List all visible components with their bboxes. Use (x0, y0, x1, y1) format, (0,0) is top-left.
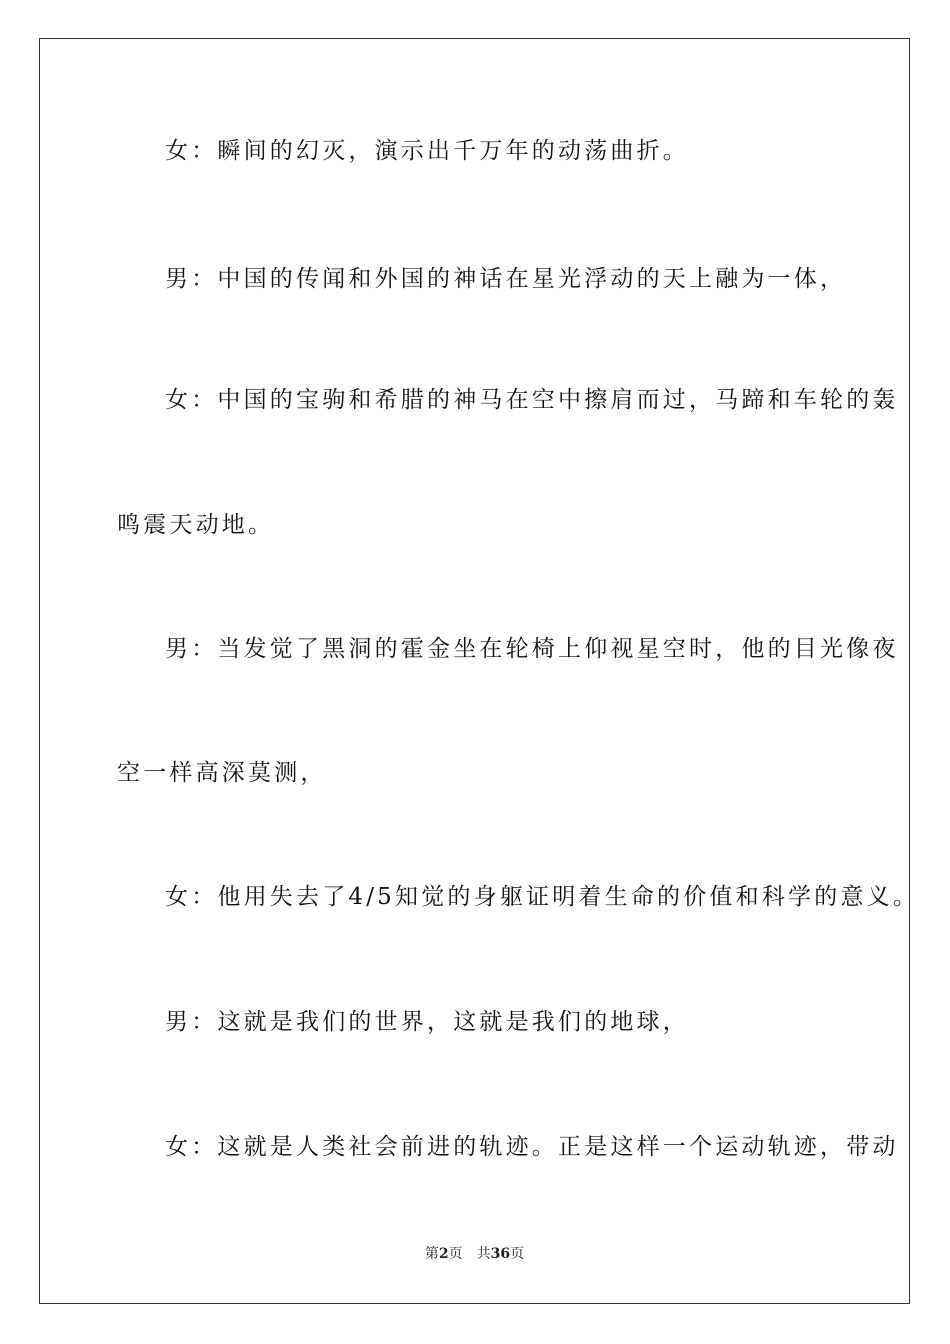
total-suffix: 页 (510, 1246, 525, 1262)
total-pages: 36 (490, 1246, 511, 1262)
dialogue-line-7: 女：这就是人类社会前进的轨迹。正是这样一个运动轨迹，带动 (165, 1134, 899, 1160)
page-footer (40, 1245, 909, 1263)
dialogue-line-1: 女：瞬间的幻灭，演示出千万年的动荡曲折。 (165, 138, 689, 164)
dialogue-line-3-continued: 鸣震天动地。 (117, 512, 275, 538)
dialogue-line-6: 男：这就是我们的世界，这就是我们的地球， (165, 1009, 689, 1035)
dialogue-line-4-continued: 空一样高深莫测， (117, 760, 327, 786)
page-frame (39, 38, 920, 1304)
page-number: 2 (438, 1246, 449, 1262)
dialogue-line-2: 男：中国的传闻和外国的神话在星光浮动的天上融为一体， (165, 266, 847, 292)
total-prefix: 共 (476, 1246, 491, 1262)
page-prefix: 第 (424, 1246, 439, 1262)
page-suffix: 页 (448, 1246, 463, 1262)
dialogue-line-4: 男：当发觉了黑洞的霍金坐在轮椅上仰视星空时，他的目光像夜 (165, 636, 899, 662)
dialogue-line-5: 女：他用失去了4/5知觉的身躯证明着生命的价值和科学的意义。 (165, 884, 920, 910)
dialogue-line-3: 女：中国的宝驹和希腊的神马在空中擦肩而过，马蹄和车轮的轰 (165, 387, 899, 413)
